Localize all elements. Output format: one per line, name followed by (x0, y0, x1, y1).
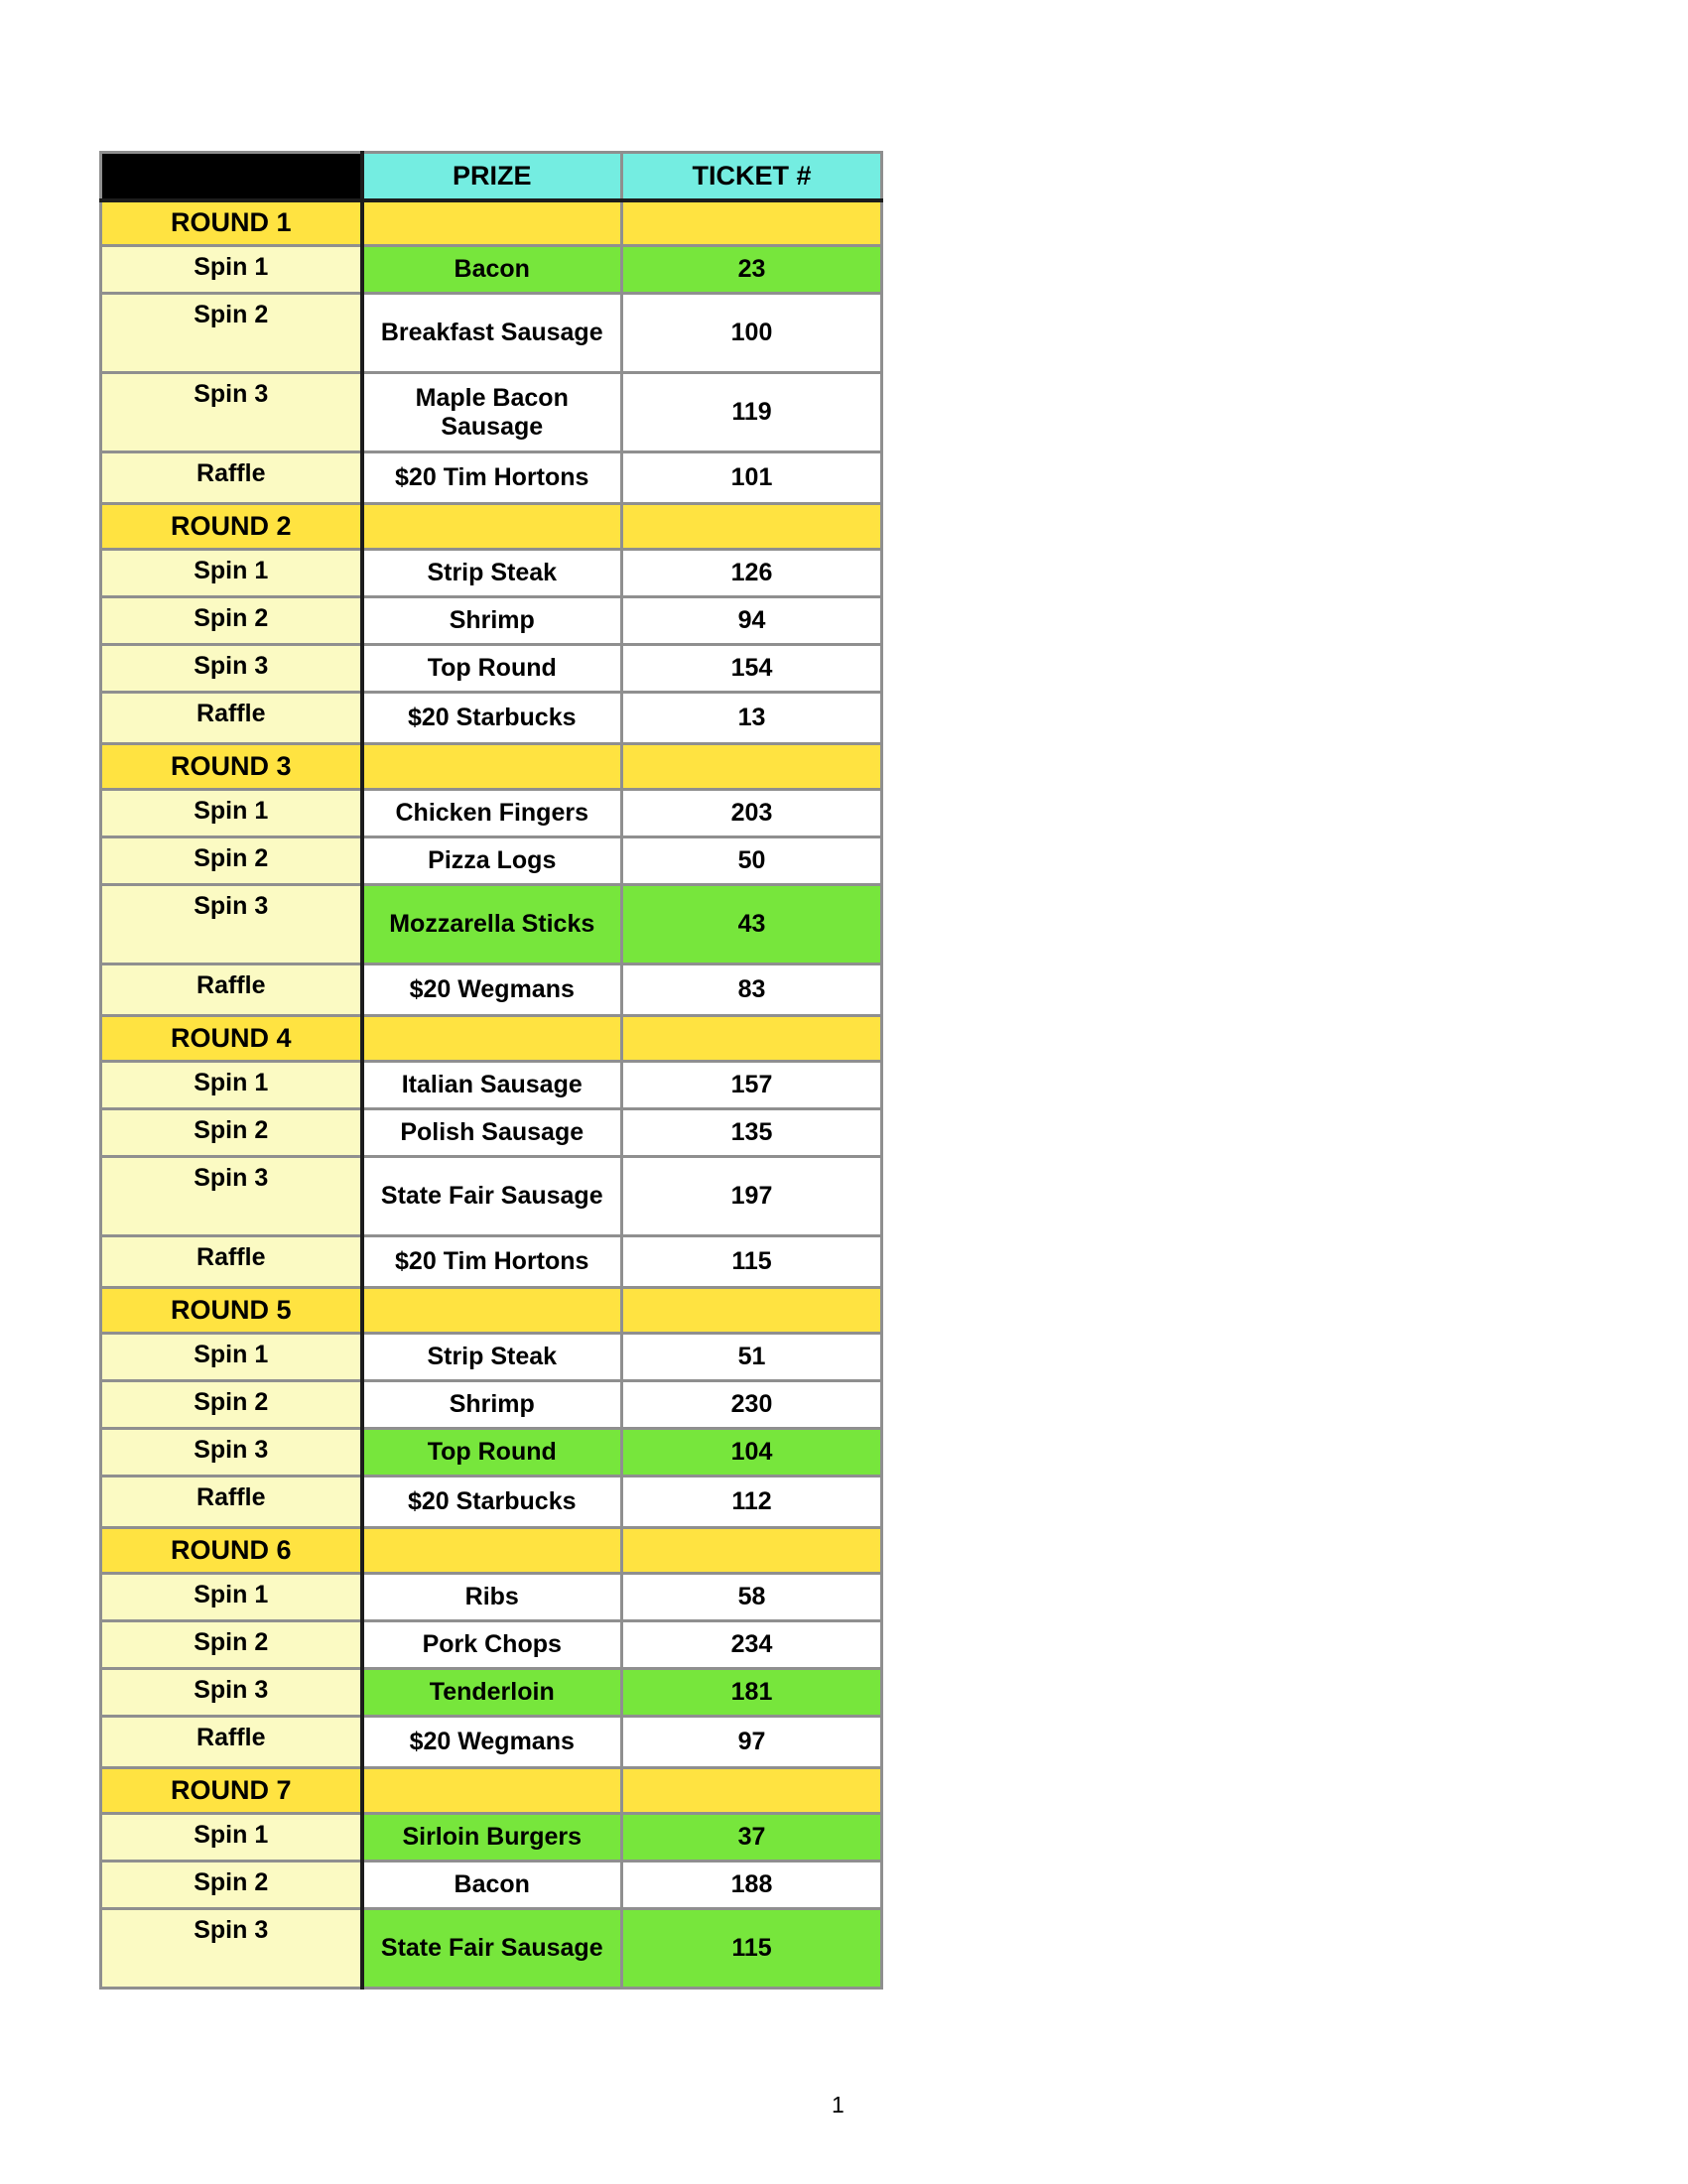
ticket-cell: 13 (622, 693, 882, 744)
round-row (101, 1768, 882, 1814)
row-label-cell: Spin 2 (101, 294, 362, 373)
ticket-cell (622, 1528, 882, 1574)
spin-row (101, 645, 882, 693)
prize-cell (362, 1288, 622, 1334)
prize-table (99, 151, 883, 1990)
ticket-cell: 234 (622, 1621, 882, 1669)
ticket-cell: 135 (622, 1109, 882, 1157)
prize-cell: $20 Tim Hortons (362, 1236, 622, 1288)
prize-cell: State Fair Sausage (362, 1157, 622, 1236)
prize-cell: $20 Wegmans (362, 1717, 622, 1768)
prize-cell (362, 1768, 622, 1814)
ticket-cell: 104 (622, 1429, 882, 1477)
row-label-cell: ROUND 2 (101, 504, 362, 550)
ticket-cell: 100 (622, 294, 882, 373)
row-label-cell: ROUND 5 (101, 1288, 362, 1334)
prize-cell: Strip Steak (362, 550, 622, 597)
prize-cell: Polish Sausage (362, 1109, 622, 1157)
spin-row (101, 597, 882, 645)
ticket-cell: 51 (622, 1334, 882, 1381)
row-label-cell: ROUND 6 (101, 1528, 362, 1574)
spin-row (101, 885, 882, 964)
ticket-cell: 119 (622, 373, 882, 452)
ticket-cell: 58 (622, 1574, 882, 1621)
row-label-cell: Raffle (101, 452, 362, 504)
row-label-cell: Spin 2 (101, 1862, 362, 1909)
row-label-cell: Spin 2 (101, 597, 362, 645)
ticket-cell: 230 (622, 1381, 882, 1429)
row-label-cell: Spin 1 (101, 1574, 362, 1621)
round-row (101, 504, 882, 550)
prize-cell: $20 Starbucks (362, 1477, 622, 1528)
ticket-cell (622, 1768, 882, 1814)
prize-cell: State Fair Sausage (362, 1909, 622, 1989)
prize-cell: $20 Wegmans (362, 964, 622, 1016)
spin-row (101, 294, 882, 373)
prize-cell: Bacon (362, 246, 622, 294)
prize-cell: Ribs (362, 1574, 622, 1621)
ticket-cell: 181 (622, 1669, 882, 1717)
row-label-cell: Spin 1 (101, 1334, 362, 1381)
spin-row (101, 1574, 882, 1621)
ticket-cell: 197 (622, 1157, 882, 1236)
table-corner-cell (101, 153, 362, 200)
row-label-cell: Raffle (101, 1236, 362, 1288)
round-row (101, 1016, 882, 1062)
row-label-cell: ROUND 7 (101, 1768, 362, 1814)
ticket-cell (622, 504, 882, 550)
ticket-cell: 83 (622, 964, 882, 1016)
header-row (101, 153, 882, 200)
prize-cell: Pork Chops (362, 1621, 622, 1669)
round-row (101, 744, 882, 790)
row-label-cell: Spin 3 (101, 645, 362, 693)
row-label-cell: Spin 3 (101, 885, 362, 964)
row-label-cell: ROUND 1 (101, 200, 362, 246)
prize-cell: $20 Starbucks (362, 693, 622, 744)
prize-column-header: PRIZE (362, 153, 622, 200)
ticket-cell (622, 744, 882, 790)
row-label-cell: Spin 3 (101, 1429, 362, 1477)
row-label-cell: Raffle (101, 693, 362, 744)
prize-cell: Bacon (362, 1862, 622, 1909)
prize-cell: Italian Sausage (362, 1062, 622, 1109)
spin-row (101, 1669, 882, 1717)
ticket-cell: 23 (622, 246, 882, 294)
row-label-cell: Spin 1 (101, 550, 362, 597)
row-label-cell: Spin 2 (101, 1621, 362, 1669)
spin-row (101, 1429, 882, 1477)
prize-cell (362, 504, 622, 550)
row-label-cell: Spin 3 (101, 1157, 362, 1236)
row-label-cell: ROUND 3 (101, 744, 362, 790)
raffle-row (101, 964, 882, 1016)
raffle-row (101, 452, 882, 504)
spin-row (101, 1862, 882, 1909)
row-label-cell: Spin 1 (101, 790, 362, 837)
prize-cell: Shrimp (362, 597, 622, 645)
spin-row (101, 550, 882, 597)
ticket-cell: 97 (622, 1717, 882, 1768)
row-label-cell: Spin 1 (101, 246, 362, 294)
round-row (101, 200, 882, 246)
ticket-cell: 50 (622, 837, 882, 885)
prize-cell: Pizza Logs (362, 837, 622, 885)
ticket-column-header: TICKET # (622, 153, 882, 200)
spin-row (101, 837, 882, 885)
spin-row (101, 1381, 882, 1429)
raffle-row (101, 1236, 882, 1288)
spin-row (101, 1062, 882, 1109)
ticket-cell (622, 1288, 882, 1334)
spin-row (101, 1109, 882, 1157)
prize-cell: Tenderloin (362, 1669, 622, 1717)
spin-row (101, 373, 882, 452)
ticket-cell: 115 (622, 1236, 882, 1288)
row-label-cell: ROUND 4 (101, 1016, 362, 1062)
round-row (101, 1288, 882, 1334)
raffle-row (101, 693, 882, 744)
spin-row (101, 1621, 882, 1669)
prize-cell (362, 744, 622, 790)
prize-cell: Sirloin Burgers (362, 1814, 622, 1862)
page-number: 1 (832, 2092, 844, 2118)
prize-cell: Maple Bacon Sausage (362, 373, 622, 452)
spin-row (101, 1334, 882, 1381)
row-label-cell: Spin 1 (101, 1814, 362, 1862)
spin-row (101, 1814, 882, 1862)
ticket-cell (622, 1016, 882, 1062)
round-row (101, 1528, 882, 1574)
ticket-cell: 101 (622, 452, 882, 504)
row-label-cell: Spin 1 (101, 1062, 362, 1109)
row-label-cell: Spin 3 (101, 1909, 362, 1989)
prize-table-body (101, 200, 882, 1989)
row-label-cell: Raffle (101, 1477, 362, 1528)
spin-row (101, 1157, 882, 1236)
prize-cell (362, 1016, 622, 1062)
prize-cell: Shrimp (362, 1381, 622, 1429)
prize-cell: Breakfast Sausage (362, 294, 622, 373)
row-label-cell: Spin 2 (101, 1109, 362, 1157)
ticket-cell: 126 (622, 550, 882, 597)
ticket-cell: 37 (622, 1814, 882, 1862)
ticket-cell: 115 (622, 1909, 882, 1989)
raffle-row (101, 1477, 882, 1528)
prize-cell: $20 Tim Hortons (362, 452, 622, 504)
ticket-cell: 154 (622, 645, 882, 693)
row-label-cell: Spin 2 (101, 837, 362, 885)
spin-row (101, 790, 882, 837)
ticket-cell: 43 (622, 885, 882, 964)
ticket-cell: 203 (622, 790, 882, 837)
row-label-cell: Spin 3 (101, 1669, 362, 1717)
raffle-row (101, 1717, 882, 1768)
row-label-cell: Spin 3 (101, 373, 362, 452)
spin-row (101, 246, 882, 294)
ticket-cell (622, 200, 882, 246)
prize-cell: Chicken Fingers (362, 790, 622, 837)
prize-cell: Mozzarella Sticks (362, 885, 622, 964)
row-label-cell: Raffle (101, 1717, 362, 1768)
ticket-cell: 94 (622, 597, 882, 645)
spin-row (101, 1909, 882, 1989)
row-label-cell: Spin 2 (101, 1381, 362, 1429)
ticket-cell: 112 (622, 1477, 882, 1528)
prize-cell: Top Round (362, 645, 622, 693)
ticket-cell: 188 (622, 1862, 882, 1909)
ticket-cell: 157 (622, 1062, 882, 1109)
prize-cell: Top Round (362, 1429, 622, 1477)
prize-cell: Strip Steak (362, 1334, 622, 1381)
prize-cell (362, 200, 622, 246)
row-label-cell: Raffle (101, 964, 362, 1016)
prize-cell (362, 1528, 622, 1574)
